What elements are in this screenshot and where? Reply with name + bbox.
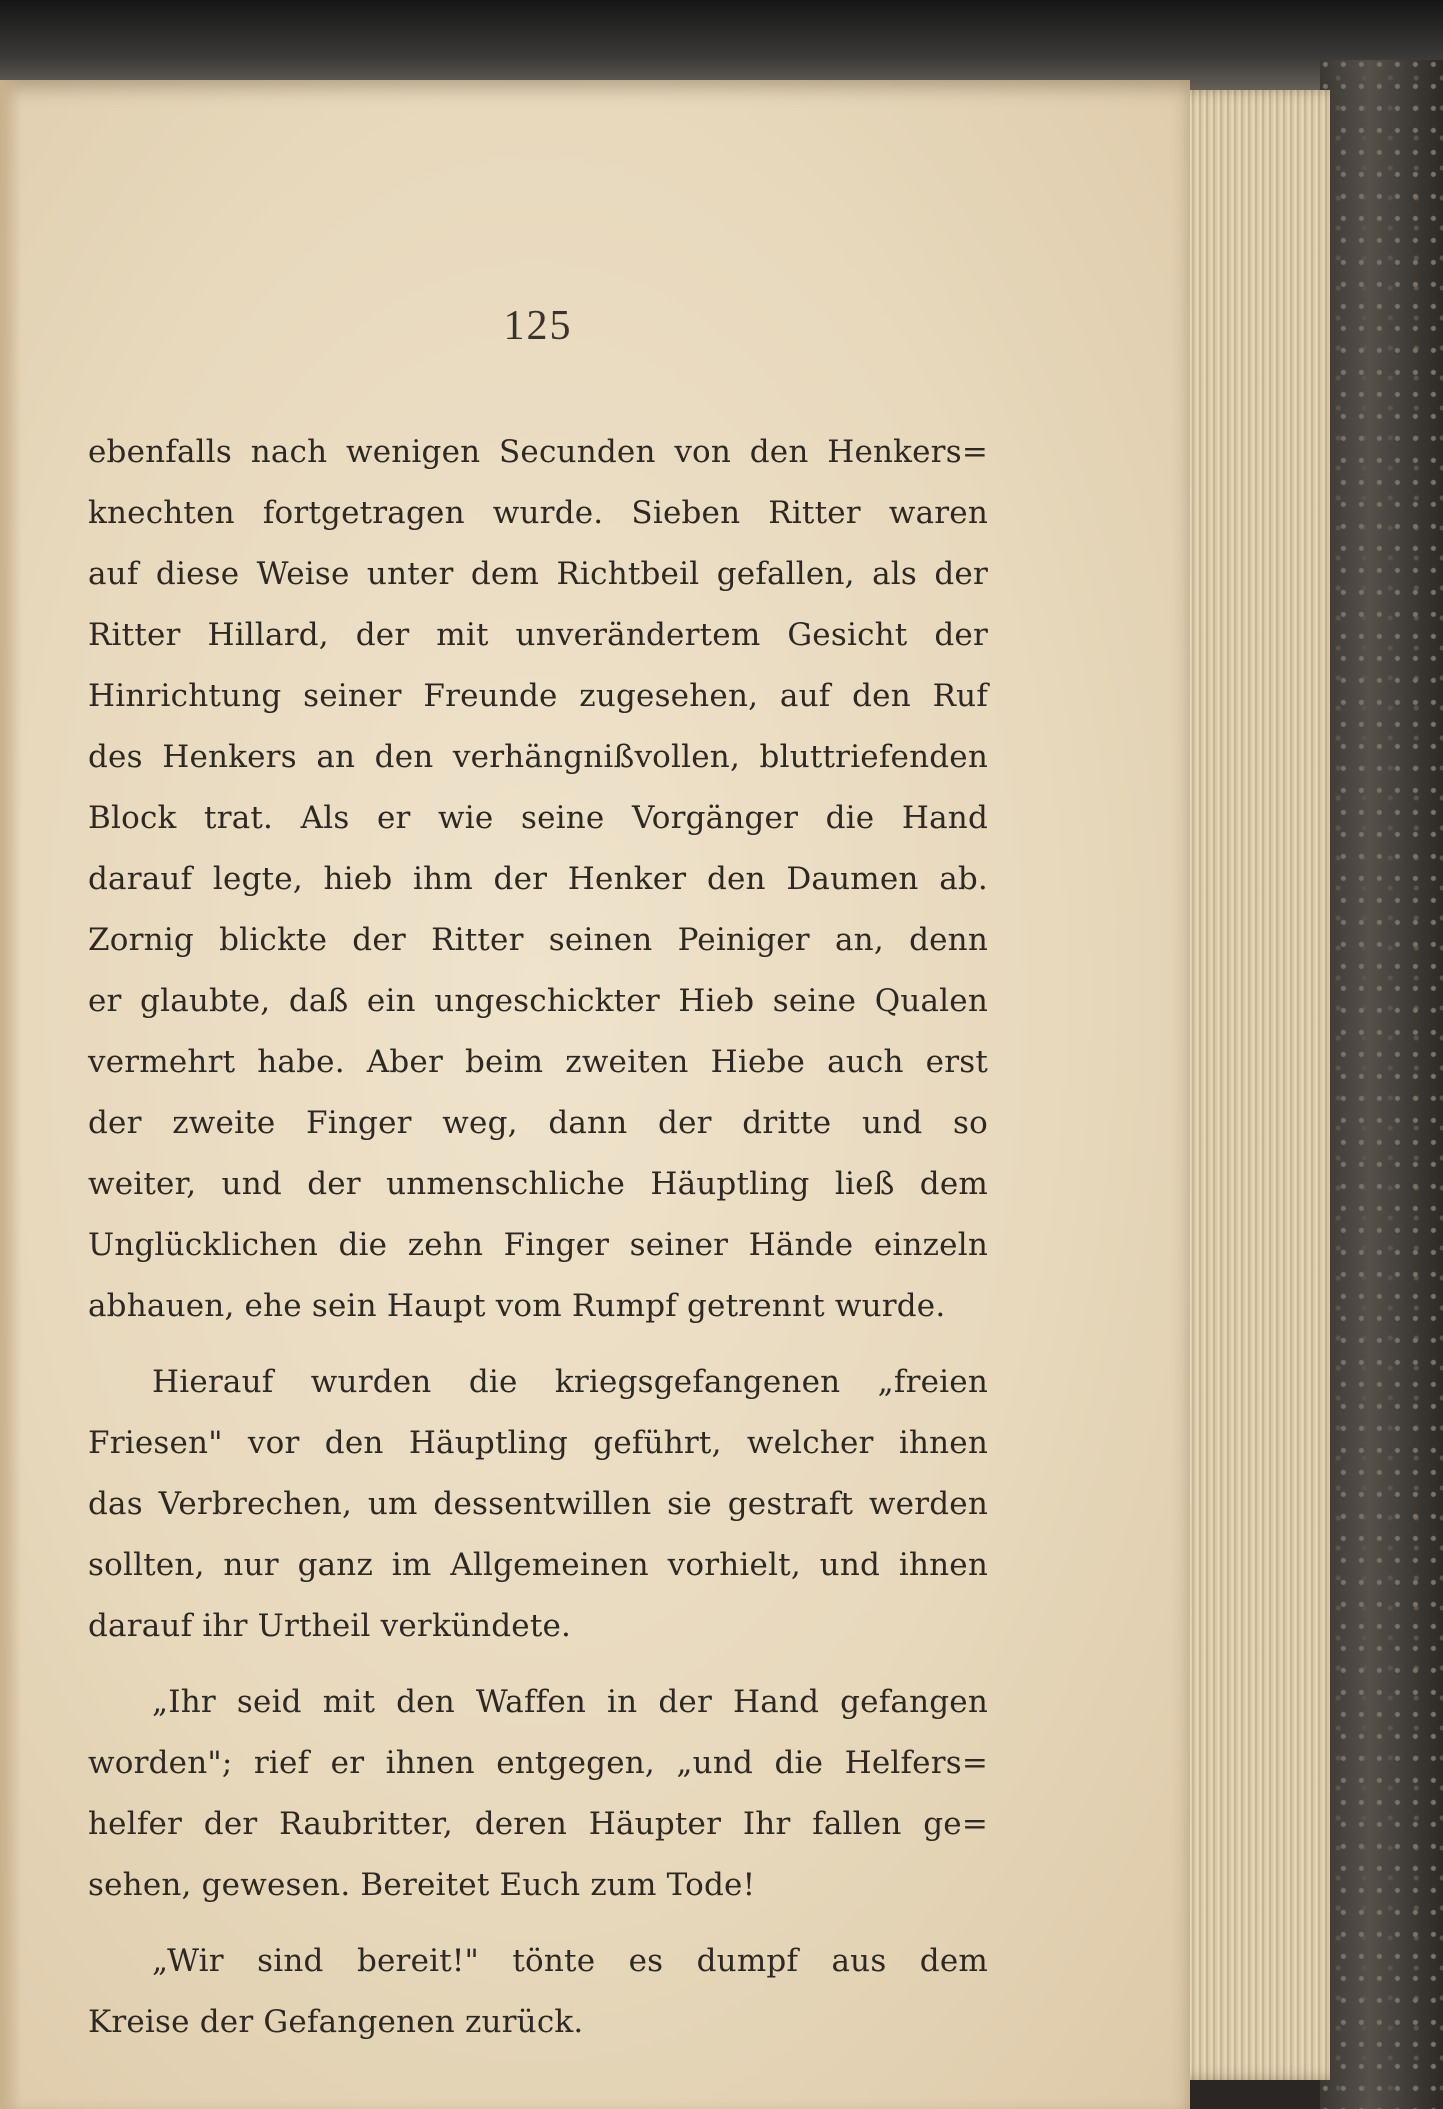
text-line: „Wir sind bereit!" tönte es dumpf aus dem	[152, 1943, 988, 1979]
text-line: der zweite Finger weg, dann der dritte und so	[88, 1105, 988, 1141]
text-line: ebenfalls nach wenigen Secunden von den Henkers=	[88, 434, 988, 470]
text-line: sehen, gewesen. Bereitet Euch zum Tode!	[88, 1867, 756, 1903]
text-line: Unglücklichen die zehn Finger seiner Hände einzeln	[88, 1227, 988, 1263]
text-line: helfer der Raubritter, deren Häupter Ihr fallen ge=	[88, 1806, 988, 1842]
text-line: das Verbrechen, um dessentwillen sie gestraft werden	[88, 1486, 988, 1522]
text-line: Hinrichtung seiner Freunde zugesehen, auf den Ruf	[88, 678, 988, 714]
text-line: des Henkers an den verhängnißvollen, bluttriefenden	[88, 739, 988, 775]
text-line: Zornig blickte der Ritter seinen Peiniger an, denn	[88, 922, 988, 958]
page-number: 125	[503, 303, 573, 349]
book-page	[0, 80, 1190, 2109]
text-line: Block trat. Als er wie seine Vorgänger die Hand	[88, 800, 988, 836]
text-line: darauf legte, hieb ihm der Henker den Daumen ab.	[88, 861, 988, 897]
text-line: weiter, und der unmenschliche Häuptling ließ dem	[88, 1166, 988, 1202]
text-line: sollten, nur ganz im Allgemeinen vorhielt, und ihnen	[88, 1547, 988, 1583]
text-line: auf diese Weise unter dem Richtbeil gefallen, als der	[88, 556, 988, 592]
text-line: worden"; rief er ihnen entgegen, „und die Helfers=	[88, 1745, 988, 1781]
text-line: Ritter Hillard, der mit unverändertem Gesicht der	[88, 617, 988, 653]
text-line: abhauen, ehe sein Haupt vom Rumpf getrennt wurde.	[88, 1288, 946, 1324]
text-line: knechten fortgetragen wurde. Sieben Ritter waren	[88, 495, 988, 531]
text-line: „Ihr seid mit den Waffen in der Hand gefangen	[152, 1684, 988, 1720]
text-line: Kreise der Gefangenen zurück.	[88, 2004, 584, 2040]
text-line: Friesen" vor den Häuptling geführt, welcher ihnen	[88, 1425, 988, 1461]
text-line: Hierauf wurden die kriegsgefangenen „freien	[152, 1364, 988, 1400]
text-line: er glaubte, daß ein ungeschickter Hieb seine Qualen	[88, 983, 988, 1019]
book-cover	[1320, 60, 1443, 2109]
text-line: vermehrt habe. Aber beim zweiten Hiebe auch erst	[88, 1044, 988, 1080]
text-line: darauf ihr Urtheil verkündete.	[88, 1608, 572, 1644]
